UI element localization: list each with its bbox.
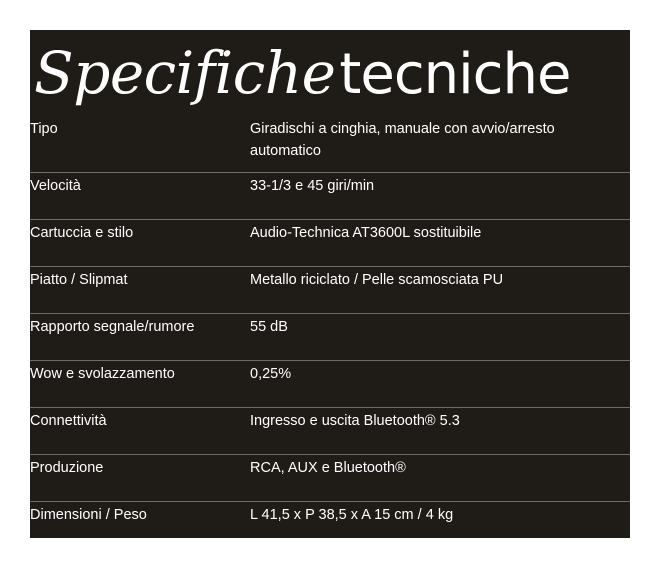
spec-row-speed xyxy=(30,173,630,220)
spec-value: 33-1/3 e 45 giri/min xyxy=(250,178,375,194)
spec-label: Wow e svolazzamento xyxy=(30,366,175,382)
spec-label: Tipo xyxy=(30,121,58,137)
spec-label: Dimensioni / Peso xyxy=(30,507,147,523)
spec-row-output xyxy=(30,455,630,502)
spec-value: 55 dB xyxy=(250,319,288,335)
spec-label: Connettività xyxy=(30,413,107,429)
spec-value: 0,25% xyxy=(250,366,292,382)
title-plain-word: tecniche xyxy=(339,42,571,107)
spec-label: Rapporto segnale/rumore xyxy=(30,319,195,335)
spec-value: L 41,5 x P 38,5 x A 15 cm / 4 kg xyxy=(250,507,454,523)
spec-label: Produzione xyxy=(30,460,104,476)
spec-value: Metallo riciclato / Pelle scamosciata PU xyxy=(250,272,504,288)
spec-row-type xyxy=(30,116,630,173)
spec-value: Ingresso e uscita Bluetooth® 5.3 xyxy=(250,413,460,429)
spec-label: Cartuccia e stilo xyxy=(30,225,134,241)
spec-value: RCA, AUX e Bluetooth® xyxy=(250,460,406,476)
specs-panel xyxy=(30,30,630,538)
spec-row-platter xyxy=(30,267,630,314)
spec-row-cartridge xyxy=(30,220,630,267)
spec-label: Piatto / Slipmat xyxy=(30,272,128,288)
spec-label: Velocità xyxy=(30,178,81,194)
spec-row-connectivity xyxy=(30,408,630,455)
spec-value: Audio-Technica AT3600L sostituibile xyxy=(250,225,482,241)
spec-row-snr xyxy=(30,314,630,361)
spec-row-dimensions xyxy=(30,502,630,538)
page-title xyxy=(34,30,630,116)
title-script-word: Specifiche xyxy=(34,39,336,107)
spec-value: Giradischi a cinghia, manuale con avvio/arresto automatico xyxy=(250,121,555,159)
spec-row-wow-flutter xyxy=(30,361,630,408)
spec-table xyxy=(30,116,630,538)
